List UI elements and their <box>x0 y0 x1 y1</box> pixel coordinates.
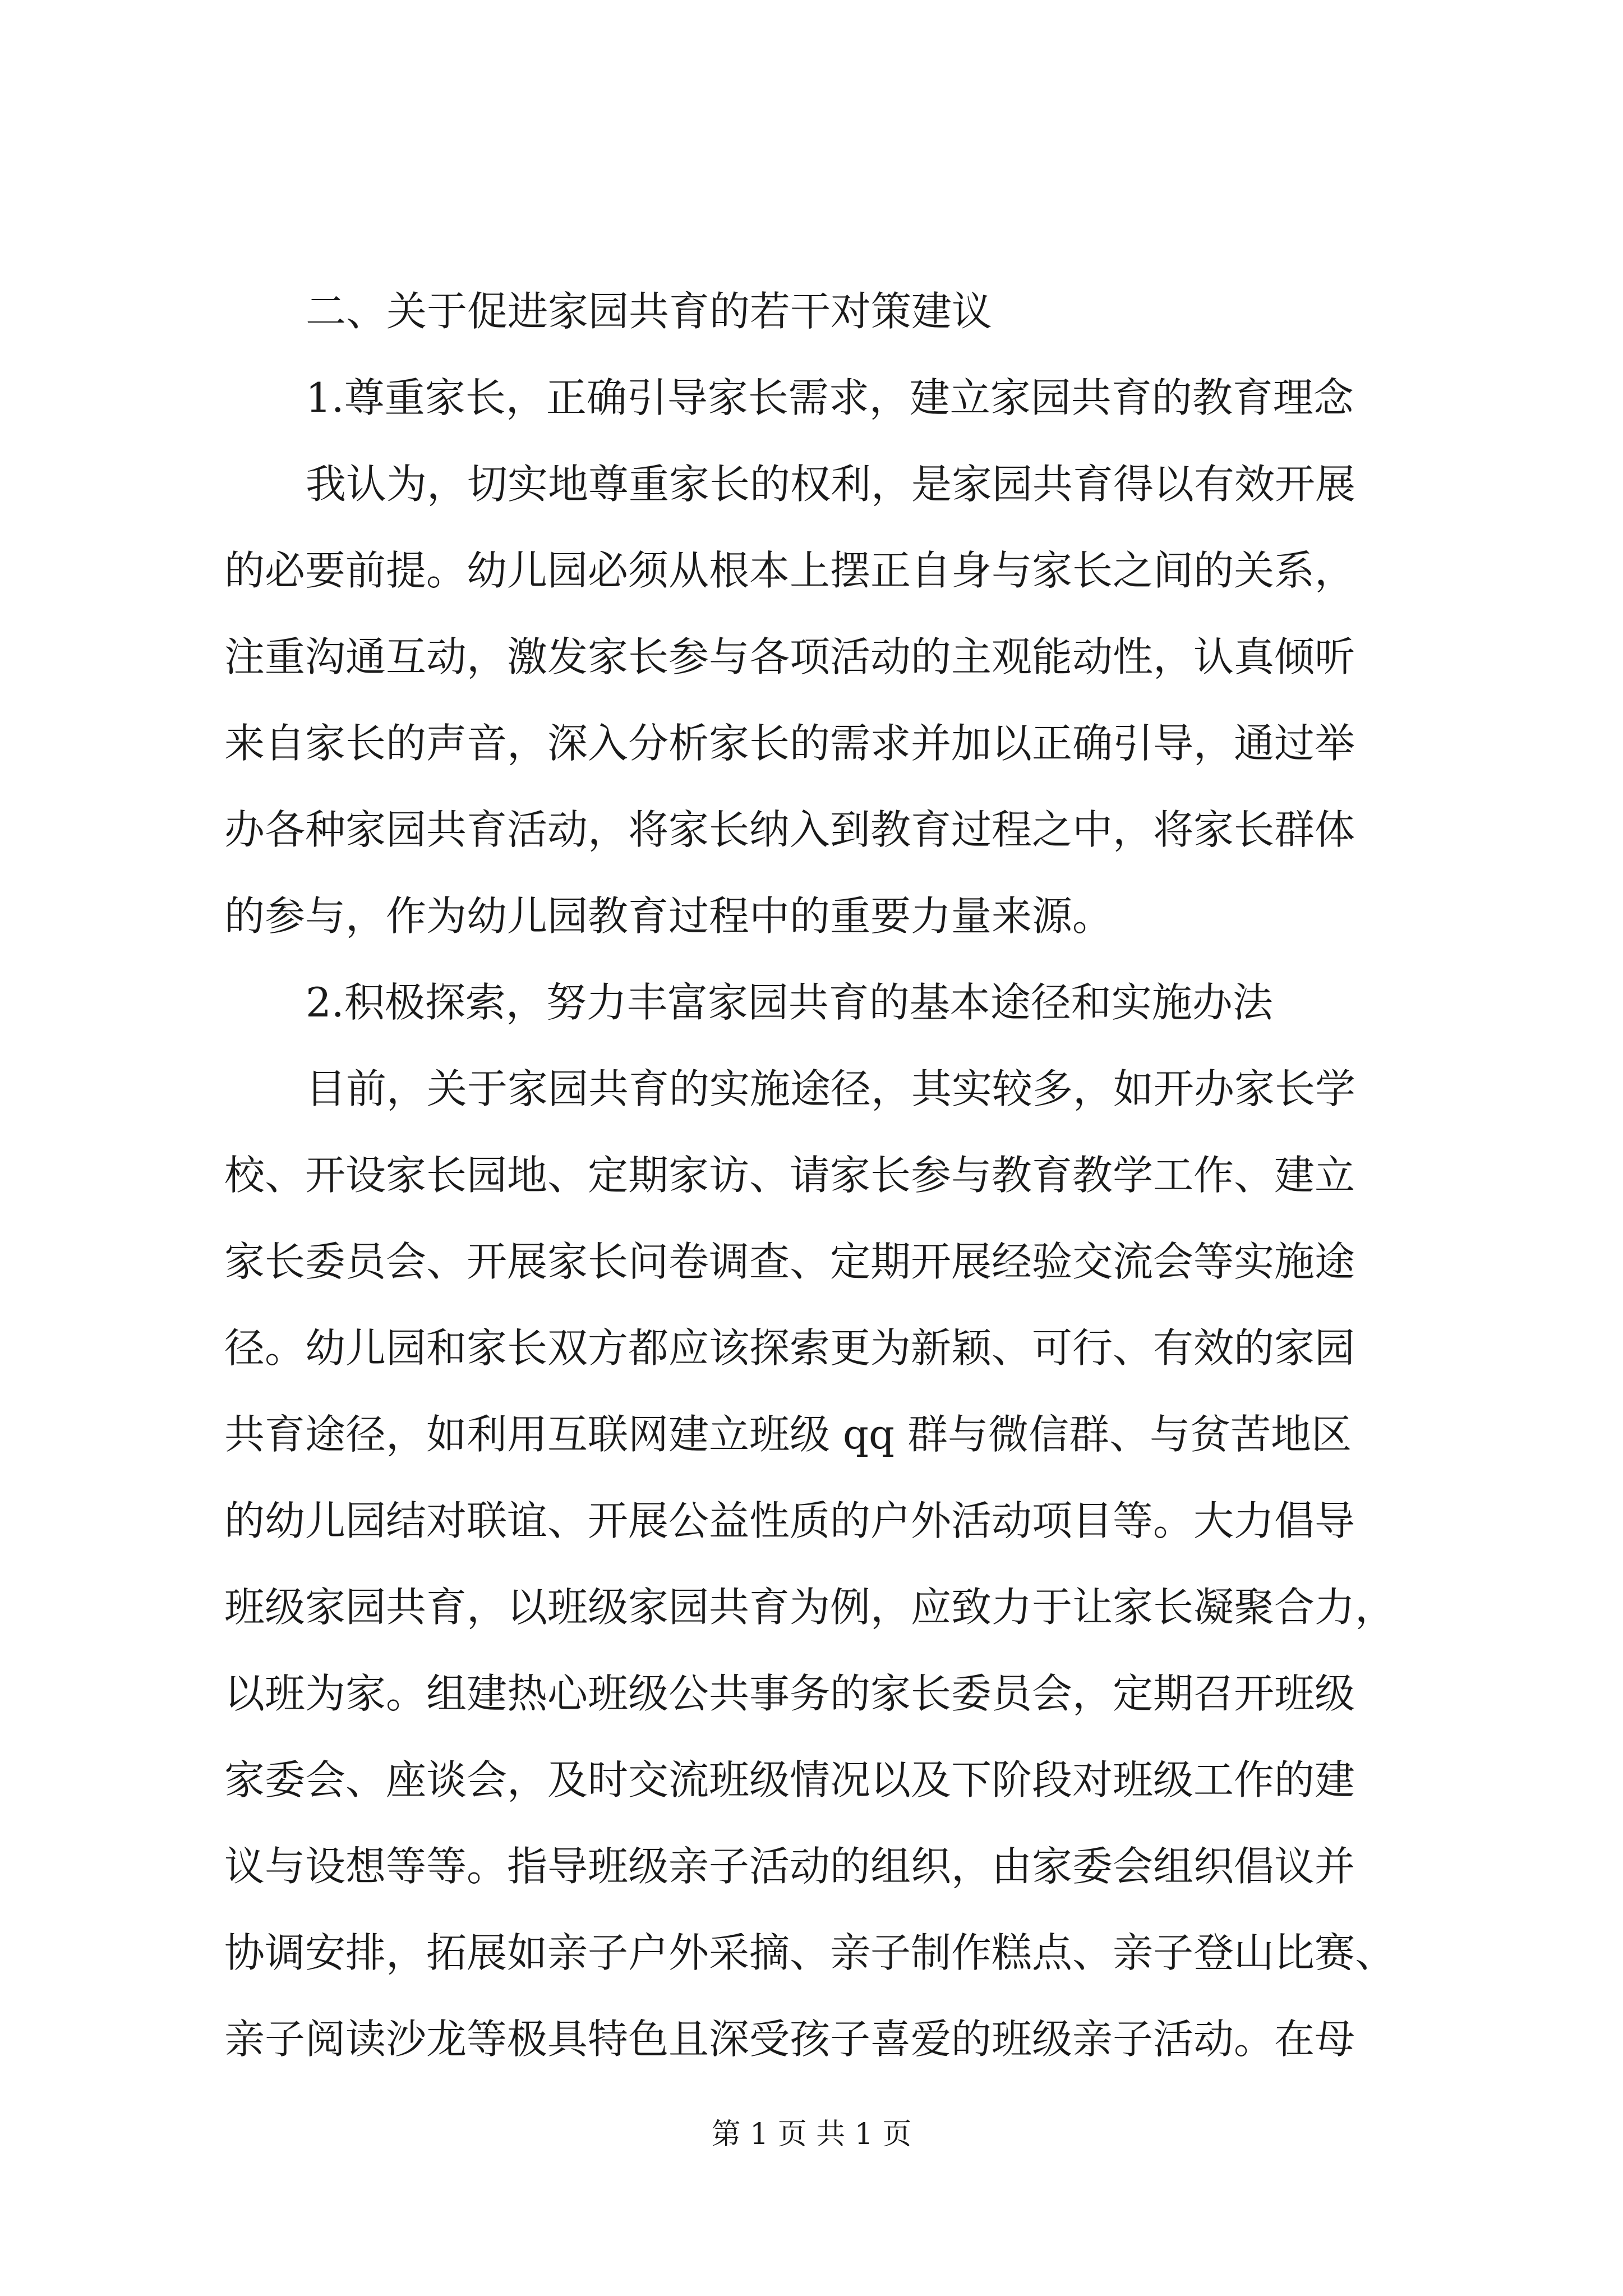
text-line: 2.积极探索，努力丰富家园共育的基本途径和实施办法 <box>306 979 1273 1026</box>
text-line: 的参与，作为幼儿园教育过程中的重要力量来源。 <box>224 892 1113 940</box>
text-line: 来自家长的声音，深入分析家长的需求并加以正确引导，通过举 <box>224 720 1355 767</box>
text-line: 办各种家园共育活动，将家长纳入到教育过程之中，将家长群体 <box>224 806 1355 853</box>
text-line: 校、开设家长园地、定期家访、请家长参与教育教学工作、建立 <box>224 1152 1355 1199</box>
text-line: 径。幼儿园和家长双方都应该探索更为新颖、可行、有效的家园 <box>224 1324 1355 1372</box>
text-line: 我认为，切实地尊重家长的权利，是家园共育得以有效开展 <box>306 461 1356 508</box>
text-line: 二、关于促进家园共育的若干对策建议 <box>306 288 993 335</box>
text-line: 议与设想等等。指导班级亲子活动的组织，由家委会组织倡议并 <box>224 1843 1355 1890</box>
text-line: 注重沟通互动，激发家长参与各项活动的主观能动性，认真倾听 <box>224 633 1355 680</box>
text-line: 亲子阅读沙龙等极具特色且深受孩子喜爱的班级亲子活动。在母 <box>224 2016 1355 2063</box>
text-line: 协调安排，拓展如亲子户外采摘、亲子制作糕点、亲子登山比赛、 <box>224 1929 1396 1976</box>
text-line: 班级家园共育，以班级家园共育为例，应致力于让家长凝聚合力， <box>224 1584 1396 1631</box>
text-line: 家长委员会、开展家长问卷调查、定期开展经验交流会等实施途 <box>224 1238 1355 1285</box>
text-line: 1.尊重家长，正确引导家长需求，建立家园共育的教育理念 <box>306 374 1354 421</box>
text-line: 的幼儿园结对联谊、开展公益性质的户外活动项目等。大力倡导 <box>224 1497 1355 1544</box>
text-line: 的必要前提。幼儿园必须从根本上摆正自身与家长之间的关系， <box>224 547 1355 594</box>
text-line: 以班为家。组建热心班级公共事务的家长委员会，定期召开班级 <box>224 1670 1355 1717</box>
text-line: 目前，关于家园共育的实施途径，其实较多，如开办家长学 <box>306 1065 1356 1112</box>
text-line: 家委会、座谈会，及时交流班级情况以及下阶段对班级工作的建 <box>224 1756 1355 1803</box>
text-line: 共育途径，如利用互联网建立班级 qq 群与微信群、与贫苦地区 <box>224 1411 1352 1458</box>
document-body <box>224 268 1402 2082</box>
page-footer: 第 1 页 共 1 页 <box>711 2118 912 2151</box>
